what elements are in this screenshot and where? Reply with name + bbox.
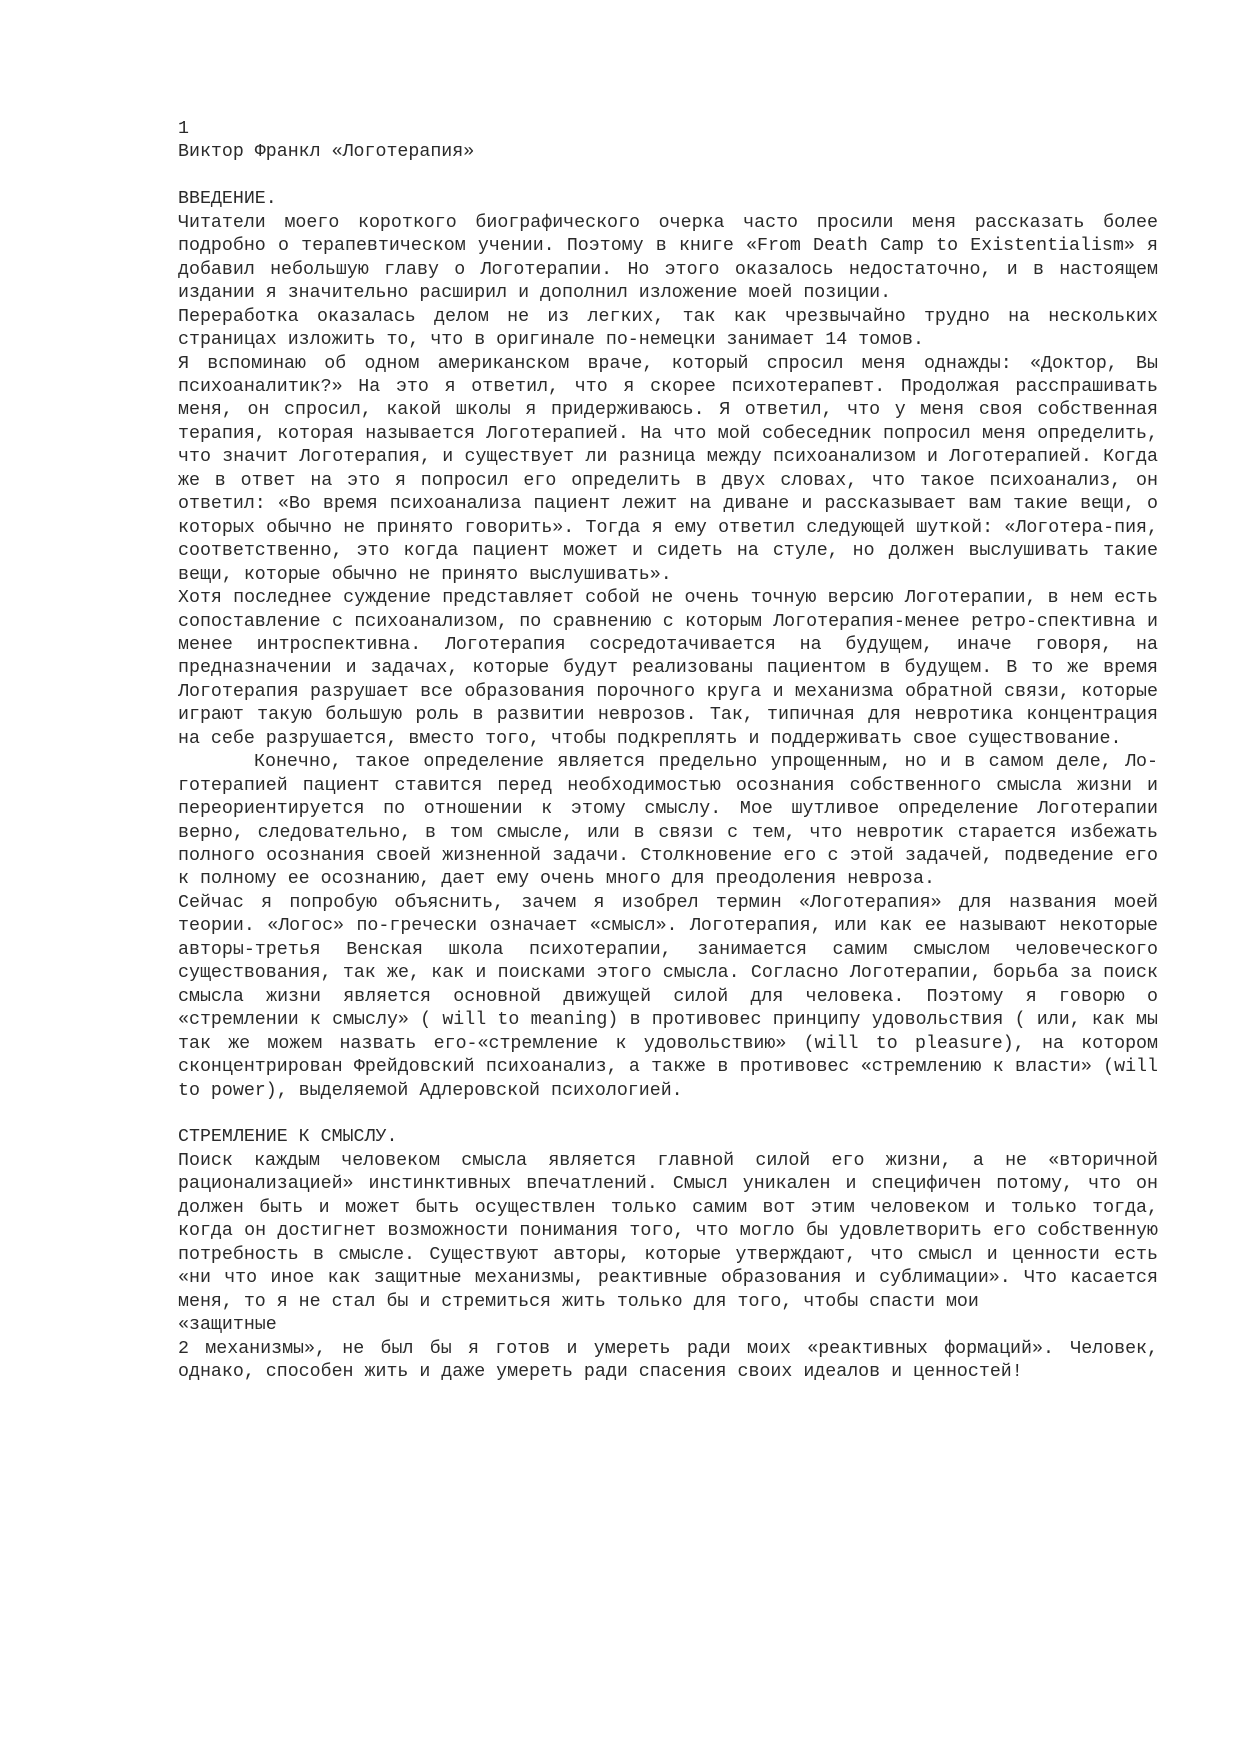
document-body [178,118,1158,1384]
spacer [178,165,1158,188]
intro-paragraph-5: Конечно, такое определение является предельно упрощенным, но и в самом деле, Ло-готерапией пациент ставится перед необходимостью осознания собственного смысла жизни и переориентируется по отношении к этому смыслу. Мое шутливое определение Логотерапии верно, следовательно, в том смысле, или в связи с тем, что невротик старается избежать полного осознания своей жизненной задачи. Столкновение его с этой задачей, подведение его к полному ее осознанию, дает ему очень много для преодоления невроза. [178,752,1158,890]
will-paragraph-1-tail: «защитные [178,1315,277,1336]
intro-paragraph-3: Я вспоминаю об одном американском враче, который спросил меня однажды: «Доктор, Вы психоаналитик?» На это я ответил, что я скорее психотерапевт. Продолжая расспрашивать меня, он спросил, какой школы я придерживаюсь. Я ответил, что у меня своя собственная терапия, которая называется Логотерапией. На что мой собеседник попросил меня определить, что значит Логотерапия, и существует ли разница между психоанализом и Логотерапией. Когда же в ответ на это я попросил его определить в двух словах, что такое психоанализ, он ответил: «Во время психоанализа пациент лежит на диване и рассказывает вам такие вещи, о которых обычно не принято говорить». Тогда я ему ответил следующей шуткой: «Логотера-пия, соответственно, это когда пациент может и сидеть на стуле, но должен выслушивать такие вещи, которые обычно не принято выслушивать». [178,353,1158,585]
section-heading-intro: ВВЕДЕНИЕ. [178,189,277,210]
document-title: Виктор Франкл «Логотерапия» [178,142,475,163]
page-number: 1 [178,119,189,139]
intro-paragraph-2: Переработка оказалась делом не из легких, так как чрезвычайно трудно на нескольких страницах изложить то, что в оригинале по-немецки занимает 14 томов. [178,306,1158,351]
spacer [178,1103,1158,1126]
section-heading-will-to-meaning: СТРЕМЛЕНИЕ К СМЫСЛУ. [178,1127,398,1148]
will-paragraph-2: 2 механизмы», не был бы я готов и умереть ради моих «реактивных формаций». Человек, однако, способен жить и даже умереть ради спасения своих идеалов и ценностей! [178,1338,1158,1382]
will-paragraph-1: Поиск каждым человеком смысла является главной силой его жизни, а не «вторичной рационализацией» инстинктивных впечатлений. Смысл уникален и специфичен потому, что он должен быть и может быть осуществлен только самим вот этим человеком и только тогда, когда он достигнет возможности понимания того, что могло бы удовлетворить его собственную потребность в смысле. Существуют авторы, которые утверждают, что смысл и ценности есть «ни что иное как защитные механизмы, реактивные образования и сублимации». Что касается меня, то я не стал бы и стремиться жить только для того, чтобы спасти мои [178,1150,1158,1312]
intro-paragraph-4: Хотя последнее суждение представляет собой не очень точную версию Логотерапии, в нем есть сопоставление с психоанализом, по сравнению с которым Логотерапия-менее ретро-спективна и менее интроспективна. Логотерапия сосредотачивается на будущем, иначе говоря, на предназначении и задачах, которые будут реализованы пациентом в будущем. В то же время Логотерапия разрушает все образования порочного круга и механизма обратной связи, которые играют такую большую роль в развитии неврозов. Так, типичная для невротика концентрация на себе разрушается, вместо того, чтобы подкреплять и поддерживать свое существование. [178,588,1158,749]
intro-paragraph-6: Сейчас я попробую объяснить, зачем я изобрел термин «Логотерапия» для названия моей теории. «Логос» по-гречески означает «смысл». Логотерапия, или как ее называют некоторые авторы-третья Венская школа психотерапии, занимается самим смыслом человеческого существования, так же, как и поисками этого смысла. Согласно Логотерапии, борьба за поиск смысла жизни является основной движущей силой для человека. Поэтому я говорю о «стремлении к смыслу» ( will to meaning) в противовес принципу удовольствия ( или, как мы так же можем назвать его-«стремление к удовольствию» (will to pleasure), на котором сконцентрирован Фрейдовский психоанализ, а также в противовес «стремлению к власти» (will to power), выделяемой Адлеровской психологией. [178,892,1158,1101]
intro-paragraph-1: Читатели моего короткого биографического очерка часто просили меня рассказать более подробно о терапевтическом учении. Поэтому в книге «From Death Camp to Existentialism» я добавил небольшую главу о Логотерапии. Но этого оказалось недостаточно, и в настоящем издании я значительно расширил и дополнил изложение моей позиции. [178,212,1158,304]
